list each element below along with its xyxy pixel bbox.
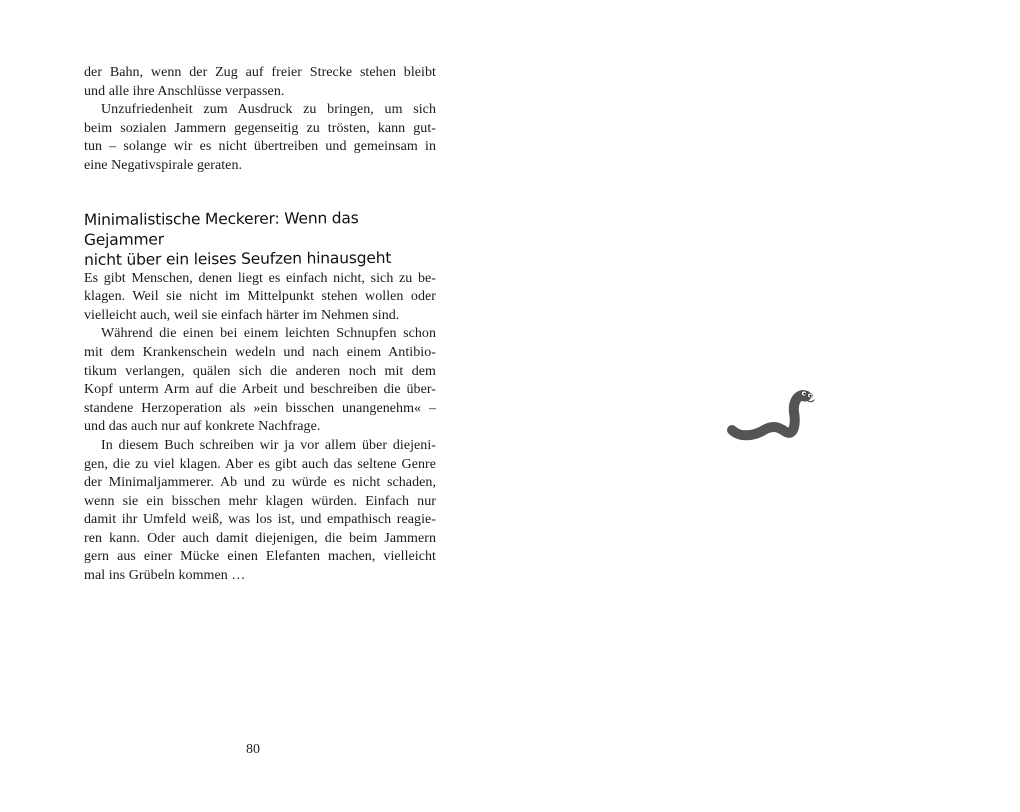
paragraph-2 [84,101,436,175]
paragraph-3 [84,270,436,326]
text-line: In diesem Buch schreiben wir ja vor allem über diejeni- [101,437,436,453]
text-line: und alle ihre Anschlüsse verpassen. [84,83,285,99]
page-number: 80 [246,742,260,757]
text-line: wenn sie ein bisschen mehr klagen würden. Einfach nur [84,493,436,509]
text-line: vielleicht auch, weil sie einfach härter im Nehmen sind. [84,307,400,323]
section-heading [84,207,436,269]
text-line: standene Herzoperation als »ein bisschen unangenehm« – [84,400,436,416]
text-line: der Bahn, wenn der Zug auf freier Strecke stehen bleibt [84,65,436,80]
worm-icon [724,386,816,442]
text-line: damit ihr Umfeld weiß, was los ist, und empathisch reagie- [84,512,436,528]
text-line: Kopf unterm Arm auf die Arbeit und beschreiben die über- [84,382,436,398]
text-line: mal ins Grübeln kommen … [84,568,246,584]
text-line: und das auch nur auf konkrete Nachfrage. [84,419,321,435]
text-line: gern aus einer Mücke einen Elefanten machen, vielleicht [84,549,436,565]
text-line: Es gibt Menschen, denen liegt es einfach nicht, sich zu be- [84,270,436,286]
paragraph-4 [84,325,436,437]
text-line: der Minimaljammerer. Ab und zu würde es nicht schaden, [84,475,436,491]
paragraph-1 [84,64,436,101]
left-page-text [84,64,436,586]
text-line: mit dem Krankenschein wedeln und nach einem Antibio- [84,344,436,360]
heading-line: Minimalistische Meckerer: Wenn das Gejammer [83,208,359,249]
text-line: gen, die zu viel klagen. Aber es gibt auch das seltene Genre [84,456,436,472]
text-line: ren kann. Oder auch damit diejenigen, die beim Jammern [84,530,436,546]
paragraph-5 [84,437,436,586]
heading-line: nicht über ein leises Seufzen hinausgeht [84,248,392,269]
text-line: Während die einen bei einem leichten Schnupfen schon [101,326,436,342]
text-line: klagen. Weil sie nicht im Mittelpunkt stehen wollen oder [84,289,436,305]
text-line: Unzufriedenheit zum Ausdruck zu bringen, um sich [101,102,436,118]
section-gap [84,176,436,210]
text-line: eine Negativspirale geraten. [84,157,243,173]
text-line: tikum verlangen, quälen sich die anderen noch mit dem [84,363,436,379]
text-line: beim sozialen Jammern gegenseitig zu trösten, kann gut- [84,120,436,136]
text-line: tun – solange wir es nicht übertreiben und gemeinsam in [84,139,436,155]
